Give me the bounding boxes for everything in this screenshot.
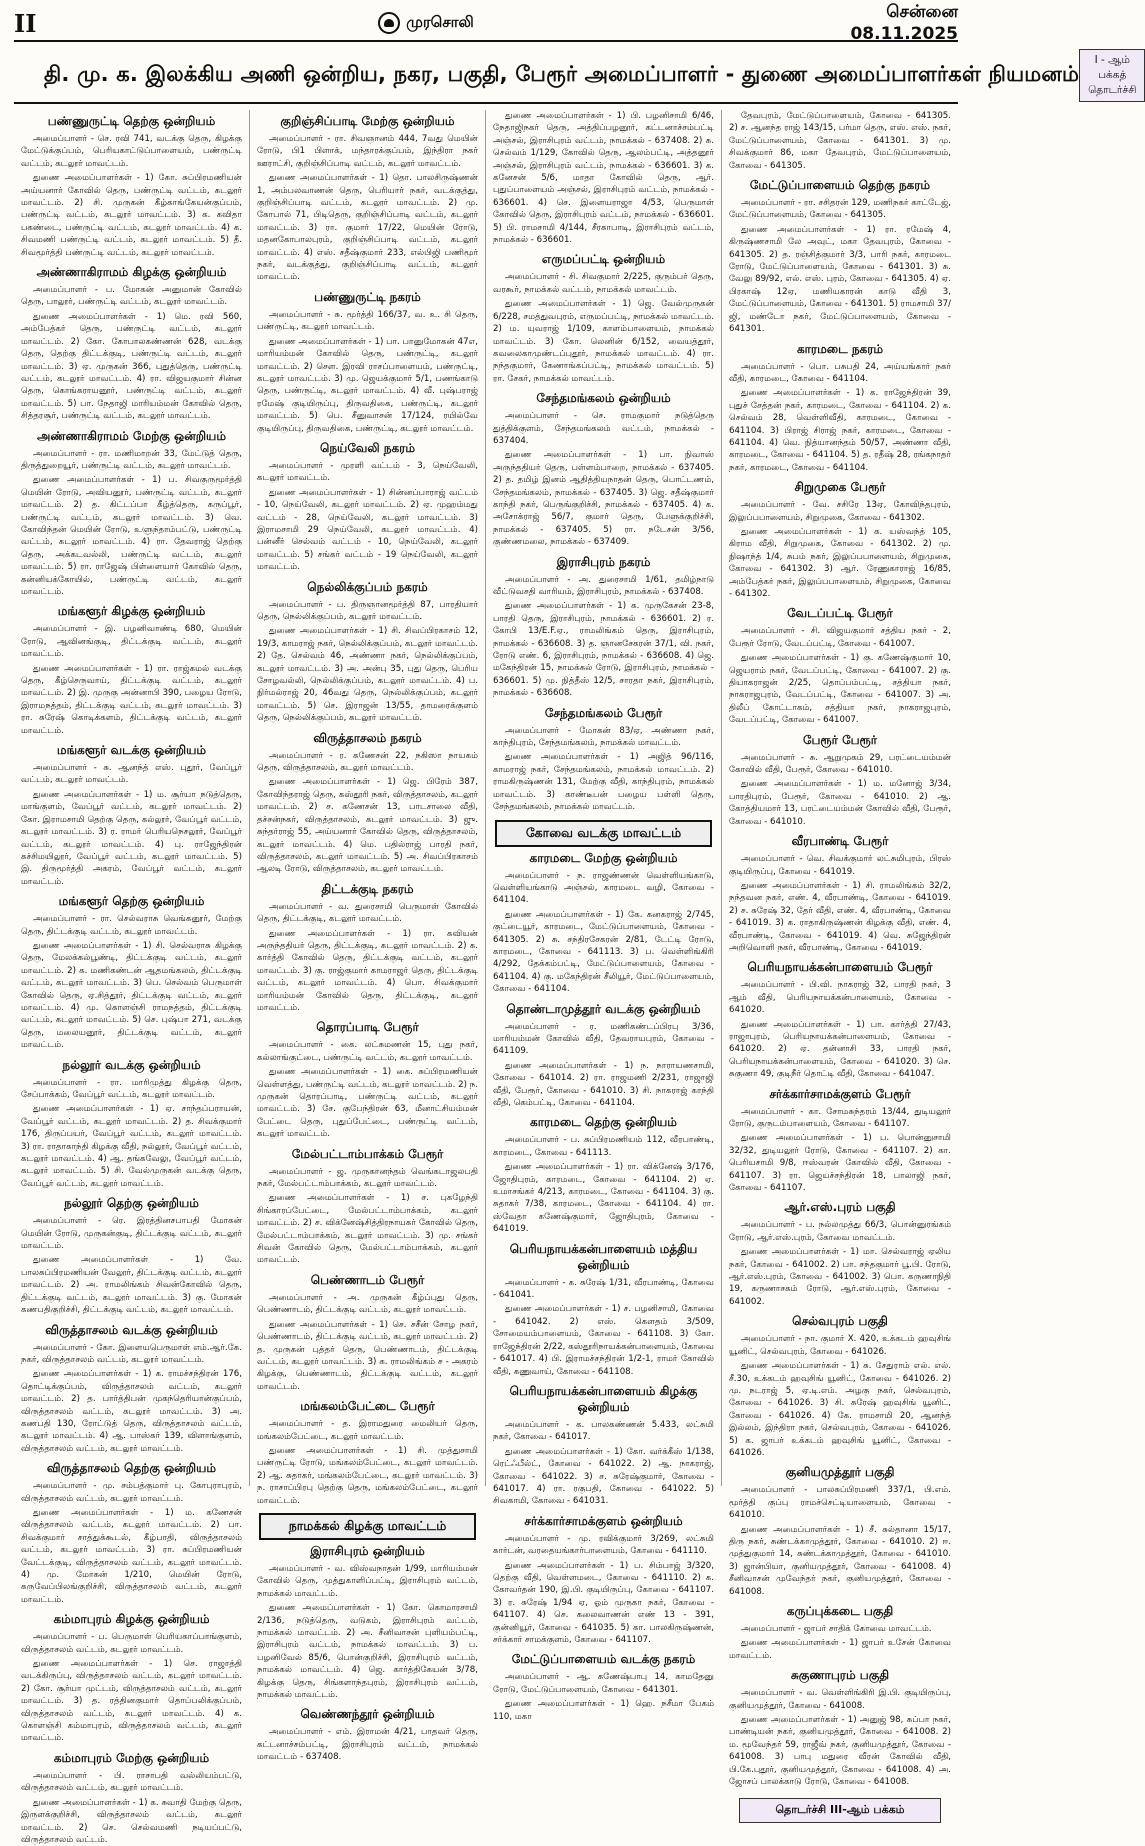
appointment-entry: அமைப்பாளர் - ரா. சசிதரன் 129, மணிநகர் காட்டேஜ், மேட்டுப்பாளையம், கோவை - 641305. — [729, 198, 951, 221]
section-title: இராசிபுரம் நகரம் — [556, 554, 651, 569]
appointment-entry: துணை அமைப்பாளர்கள் - 1) கே. கனகராஜ் 2/745, குட்டையூர், காரமடை, மேட்டுப்பாளையம், கோவை - 641305. 2) சு. சந்திரசேகரன் 2/81, டேட்டி ரோடு, காரமடை, கோவை - 641113. 3) ப. வெள்ளிங்கிரி 4/292, தேக்கம்பட்டி, மேட்டுப்பாளையம், கோவை - 641104. 4) கு. மகேந்திரன் சீலியூர், மேட்டுப்பாளையம், கோவை - 641104. — [493, 909, 714, 995]
appointment-entry: அமைப்பாளர் - வ. துரைசாமி பெருமாள் கோவில் தெரு, திட்டக்குடி, கடலூர் மாவட்டம். — [257, 901, 478, 925]
appointment-section — [257, 1399, 478, 1507]
section-title: கம்மாபுரம் கிழக்கு ஒன்றியம் — [53, 1612, 210, 1627]
appointment-entry: அமைப்பாளர் - பொ. பசுபதி 24, அய்யங்கார் நகர் வீதி, காரமடை, கோவை - 641104. — [729, 361, 951, 384]
appointment-entry: துணை அமைப்பாளர்கள் - 1) ச. பழனிசாமி, கோவை - 641042. 2) எஸ். கௌதம் 3/509, சோமையம்பாளையம், கோவை - 641108. 3) கோ. ராஜேந்திரன் 2/22, கஸ்தூரிநாயக்கன்பாளையம், கோவை - 641017. 4) பி. இராமச்சந்திரன் 1/2-1, ராமர் கோவில் வீதி, கணுவாய், கோவை - 641108. — [493, 1304, 714, 1377]
appointment-entry: துணை அமைப்பாளர்கள் - 1) வே. பாலசுப்பிரமணியன் வேலூர், திட்டக்குடி வட்டம், கடலூர் மாவட்டம். 2) அ. ராமலிங்கம் சிவன்கோவில் தெரு, திட்டக்குடி வட்டம், கடலூர் மாவட்டம். 3) கு. மோகன் கணபதிகுறிச்சி, திட்டக்குடி வட்டம், கடலூர் மாவட்டம். — [21, 1255, 242, 1316]
appointment-entry: துணை அமைப்பாளர்கள் - 1) ஹெ. நசீமா பேகம் 110, மகா — [493, 1699, 714, 1722]
section-title: மேல்பட்டாம்பாக்கம் பேரூர் — [291, 1146, 444, 1161]
section-title: பெரியநாயக்கன்பாளையம் மத்திய ஒன்றியம் — [509, 1241, 698, 1272]
appointment-entry: அமைப்பாளர் - ஆ. கணேஷ்பாபு 14, காமதேனு ரோடு, மேட்டுப்பாளையம், கோவை - 641301. — [493, 1672, 714, 1695]
section-title: விருத்தாசலம் வடக்கு ஒன்றியம் — [45, 1322, 218, 1337]
paper-name-text: முரசொலி — [406, 13, 474, 31]
appointment-entry: அமைப்பாளர் - க. சுரேஷ் 1/31, வீரபாண்டி, கோவை - 641041. — [493, 1277, 714, 1301]
masthead — [14, 2, 958, 44]
rising-sun-logo-icon — [378, 12, 400, 34]
section-title: காரமடை மேற்கு ஒன்றியம் — [529, 850, 678, 865]
section-title: தொண்டாமுத்தூர் வடக்கு ஒன்றியம் — [506, 1001, 701, 1016]
appointment-entry: துணை அமைப்பாளர்கள் - 1) க. ராமச்சந்திரன் 176, தொட்டிக்குப்பம், விருத்தாசலம் வட்டம், கடலூர் மாவட்டம். 2) த. பார்த்திபன் முகந்தெரியான்குப்பம், விருத்தாசலம் வட்டம், கடலூர் மாவட்டம். 3) அ. கணபதி 130, ரோட்டுத் தெரு, விருத்தாசலம் வட்டம், கடலூர் மாவட்டம். 4) ஆ. பாஸ்கர் 139, விளாங்குளம், விருத்தாசலம் வட்டம், கடலூர் மாவட்டம். — [21, 1369, 242, 1454]
appointment-entry: அமைப்பாளர் - அ. துரைசாமி 1/61, தமிழ்நாடு வீட்டுவசதி வாரியம், இராசிபுரம், நாமக்கல் - 637408. — [493, 574, 714, 597]
appointment-entry: அமைப்பாளர் - கை. லட்சுமணன் 15, புது நகர், கல்லாங்குட்டை, பண்ருட்டி வட்டம், கடலூர் மாவட்டம். — [257, 1040, 478, 1063]
appointment-entry: துணை அமைப்பாளர்கள் - 1) ம. மனோஜ் 3/34, பாரதிபுரம், பேரூர், கோவை - 641010. 2) ஆ. கோத்தியமார் 13, பரட்டையம்மன் கோவில் வீதி, பேரூர், கோவை - 641010. — [729, 779, 951, 827]
appointment-section — [21, 1058, 242, 1191]
appointment-section — [21, 1612, 242, 1745]
section-title: நெல்லிக்குப்பம் நகரம் — [307, 579, 428, 594]
appointment-section — [493, 1002, 714, 1110]
appointment-section — [493, 110, 714, 246]
appointment-entry: துணை அமைப்பாளர்கள் - 1) ரா. ராஜ்கமல் வடக்கு தெரு, கீழ்செருவாய், திட்டக்குடி வட்டம், கடலூர் மாவட்டம். 2) இ. முருகு அன்னாபி 390, பழைய ரோடு, இராமநத்தம், திட்டக்குடி வட்டம், கடலூர் மாவட்டம். 3) ரா. சுரேஷ் கொடிக்களம், திட்டக்குடி வட்டம், கடலூர் மாவட்டம். — [21, 663, 242, 736]
appointment-entry: அமைப்பாளர் - முரளி வட்டம் - 3, நெய்வேலி, கடலூர் மாவட்டம். — [257, 460, 478, 484]
appointment-section — [21, 1323, 242, 1456]
appointment-entry: துணை அமைப்பாளர்கள் - 1) சி. ராமலிங்கம் 32/2, நந்தவன நகர், எண். 4, வீரபாண்டி, கோவை - 641019. 2) ச. சுரேஷ் 32, தேர் வீதி, எண். 4, வீரபாண்டி, கோவை - 641019. 3) க. ராதாகிருஷ்ணன் கிழக்கு வீதி, எண். 4, வீரபாண்டி, கோவை - 641019. 4) வெ. சுஜேந்திரன் அறிவொளி நகர், வீரபாண்டி, கோவை - 641019. — [729, 880, 951, 953]
appointment-entry: அமைப்பாளர் - மு. ரவிக்குமார் 3/269, லட்சுமி கார்டன், வரதையங்கார்பாளையம், கோவை - 641110. — [493, 1533, 714, 1557]
appointment-entry: துணை அமைப்பாளர்கள் - 1) பா. கார்த்தி 27/43, ராஜாபுரம், பெரியநாயக்கன்பாளையம், கோவை - 641020. 2) ஏ. தன்னாசி 33, பாரதி நகர், பெரியநாயக்கன்பாளையம், கோவை - 641020. 3) செ. சுகுணா 49, குடிநீர் தொட்டி வீதி, கோவை - 641047. — [729, 1019, 951, 1080]
appointment-section — [21, 894, 242, 1051]
appointment-entry: துணை அமைப்பாளர்கள் - 1) பா. பானுமோகன் 47எ, மாரியம்மன் கோவில் தெரு, பண்ருட்டி, கடலூர் மாவட்டம். 2) சௌ. இரவி ராசப்பாளையம், பண்ருட்டி, கடலூர் மாவட்டம். 3) மு. ஜெயக்குமார் 5/1, பணங்காடு தெரு, பண்ருட்டி, கடலூர் மாவட்டம். 4) வீ. புஷ்பராஜ் ரமேஷ் குடியிருப்பு, திருவதிகை, பண்ருட்டி, கடலூர் மாவட்டம். 5) பெ. சீனுவாசன் 17/124, ரயில்வே குடியிருப்பு, திருவதிகை, பண்ருட்டி, கடலூர் மாவட்டம். — [257, 336, 478, 434]
appointment-entry: அமைப்பாளர் - ஜ. முருகானந்தம் வெங்கடாஜலபதி நகர், மேல்பட்டாம்பாக்கம், கடலூர் மாவட்டம். — [257, 1166, 478, 1190]
appointment-section — [729, 178, 951, 335]
section-title: எருமப்பட்டி ஒன்றியம் — [541, 252, 666, 267]
appointment-section — [257, 1707, 478, 1763]
section-title: பண்ணுருட்டி தெற்கு ஒன்றியம் — [47, 114, 216, 128]
section-title: மங்கலம்பேட்டை பேரூர் — [300, 1399, 435, 1414]
appointment-entry: துணை அமைப்பாளர்கள் - 1) ரா. விக்னேஷ் 3/176, ஜோதிபுரம், காரமடை, கோவை - 641104. 2) ஏ. உமாசங்கர் 4/213, காரமடை, கோவை - 641104. 3) கு. சுதாகர் 7/38, காரமடை, கோவை - 641104. 4) ரா. ஸ்வேதா கணேஷ்குமார், ஜோதிபுரம், கோவை - 641019. — [493, 1162, 714, 1235]
column-4 — [722, 110, 958, 1817]
section-title: கருப்புக்கடை பகுதி — [786, 1604, 894, 1618]
section-title: சேந்தமங்கலம் பேரூர் — [544, 705, 663, 720]
appointment-section — [257, 1544, 478, 1701]
appointment-section — [729, 1604, 951, 1662]
appointment-entry: துணை அமைப்பாளர்கள் - 1) கை. சுப்பிரமணியன் வெள்ளத்து, பண்ருட்டி வட்டம், கடலூர் மாவட்டம். 2) ந. முருகன் தொரப்பாடி, பண்ருட்டி வட்டம், கடலூர் மாவட்டம். 3) சே. குபேந்திரன் 63, மீனாட்சியம்மன் பேட்டை தெரு, புதுப்பேட்டை, பண்ருட்டி வட்டம், கடலூர் மாவட்டம். — [257, 1067, 478, 1140]
appointment-entry: அமைப்பாளர் - ரா. மணிமாறன் 33, மேட்டுத் தெரு, திருத்துறையூர், பண்ருட்டி வட்டம், கடலூர் மாவட்டம். — [21, 448, 242, 471]
appointment-entry: அமைப்பாளர் - வே. சசிரே 13ஏ, கோவிந்தபுரம், இலுப்பபாளையம், சிறுமுகை, கோவை - 641302. — [729, 500, 951, 523]
section-title: வேடப்பட்டி பேரூர் — [787, 606, 893, 621]
appointment-entry: அமைப்பாளர் - செ. ராமகுமார் நடுத்தெரு துத்திக்குளம், சேந்தமங்கலம் வட்டம், நாமக்கல் - 637404. — [493, 411, 714, 446]
appointment-section — [21, 114, 242, 259]
appointment-entry: துணை அமைப்பாளர்கள் - 1) க. சுவாதி மேற்கு தெரு, இருளக்குறிச்சி, விருத்தாசலம் வட்டம், கடலூர் மாவட்டம். 2) செ. செல்வமணி நடியப்பட்டு, விருத்தாசலம் வட்டம். — [21, 1797, 242, 1845]
appointment-section — [729, 1314, 951, 1459]
appointment-section — [257, 1020, 478, 1140]
appointment-entry: துணை அமைப்பாளர்கள் - 1) ந. நாராயணசாமி, கோவை - 641014. 2) ரா. ராஜமணி 2/231, ராஜாஜி வீதி, பேரூர், கோவை - 641010. 3) சி. நாகராஜ் காந்தி வீதி, கெம்பட்டி, கோவை - 641104. — [493, 1060, 714, 1108]
appointment-section — [21, 1751, 242, 1846]
appointment-entry: துணை அமைப்பாளர்கள் - 1) ரா. கவியன் அருந்ததியர் தெரு, திட்டக்குடி, கடலூர் மாவட்டம். 2) க. கார்த்தி கோவில் தெரு, திட்டக்குடி வட்டம், கடலூர் மாவட்டம். 3) கு. ராஜ்குமார் காமராஜர் தெரு, திட்டக்குடி வட்டம், கடலூர் மாவட்டம். 4) பொ. சிவக்குமார் மாரியம்மன் கோவில் தெரு, திட்டக்குடி, கடலூர் மாவட்டம். — [257, 928, 478, 1013]
appointment-entry: அமைப்பாளர் - சு. மூர்த்தி 166/37, வ. உ. சி தெரு, பண்ருட்டி, கடலூர் மாவட்டம். — [257, 309, 478, 333]
appointment-entry: அமைப்பாளர் - ந. ராஜண்ணன் வெள்ளியங்காடு, வெள்ளியங்காடு அஞ்சல், காரமடை வழி, கோவை - 641104. — [493, 870, 714, 906]
section-title: திட்டக்குடி நகரம் — [321, 881, 414, 896]
appointment-entry: அமைப்பாளர் - பி.வி. நாகராஜ் 32, பாரதி நகர், 3 ஆம் வீதி, பெரியநாயக்கன்பாளையம், கோவை - 641020. — [729, 980, 951, 1016]
section-title: அண்ணாகிராமம் மேற்கு ஒன்றியம் — [36, 428, 226, 443]
appointment-section — [729, 110, 951, 172]
section-title: பெரியநாயக்கன்பாளையம் பேரூர் — [747, 960, 933, 975]
appointment-section — [493, 1242, 714, 1378]
appointment-entry: துணை அமைப்பாளர்கள் - 1) க. முருகேசன் 23-8, பாரதி தெரு, இராசிபுரம், நாமக்கல் - 636601. 2) ர. கோபி 13/E.F.ஏ., ராமலிங்கம் தெரு, இராசிபுரம், நாமக்கல் - 636608. 3) த. ஞானசேகரன் 37/1, வி. நகர், ரோடு எண். 6, இராசிபுரம், நாமக்கல் - 636608. 4) ஜெ. மகேந்திரன் 15, நாமக்கல் ரோடு, இராசிபுரம், நாமக்கல் - 636601. 5) மு. நித்தீஸ் 12/5, சாரதா நகர், இராசிபுரம், நாமக்கல் - 636608. — [493, 601, 714, 699]
section-title: பண்ணுருட்டி நகரம் — [314, 289, 421, 304]
appointment-entry: அமைப்பாளர் - ரா. சிவஞானம் 444, 7வது மெயின் ரோடு, பி1 பிளாக், மந்தாரக்குப்பம், இந்திரா நகர் ஊராட்சி, குறிஞ்சிப்பாடி வட்டம், கடலூர் மாவட்டம். — [257, 134, 478, 169]
section-title: சுகுணாபுரம் பகுதி — [790, 1668, 890, 1683]
appointment-entry: அமைப்பாளர் - சி. விஜயகுமார் சத்திய நகர் - 2, பேரூர் ரோடு, வேடப்பட்டி, கோவை - 641007. — [729, 626, 951, 649]
section-title: அண்ணாகிராமம் கிழக்கு ஒன்றியம் — [36, 265, 227, 280]
appointment-entry: துணை அமைப்பாளர்கள் - 1) செ. ராஜாத்தி வடக்கிருப்பு, விருத்தாசலம் வட்டம், கடலூர் மாவட்டம். 2) கோ. சூர்யா முட்டம், விருத்தாசலம் வட்டம், கடலூர் மாவட்டம். 3) த. ரத்தினகுமார் தொப்பலிக்குப்பம், விருத்தாசலம் வட்டம், கடலூர் மாவட்டம். 4) க. கொளஞ்சி கம்மாபுரம், விருத்தாசலம் வட்டம், கடலூர் மாவட்டம். — [21, 1659, 242, 1744]
appointment-entry: அமைப்பாளர் - வெ. சிவக்குமார் லட்சுமிபுரம், பிரஸ் குடியிருப்பு, கோவை - 641019. — [729, 854, 951, 877]
appointment-entry: அமைப்பாளர் - சு. ஆனந்த் எஸ். புதூர், வேப்பூர் வட்டம், கடலூர் மாவட்டம். — [21, 763, 242, 786]
appointment-entry: அமைப்பாளர் - நா. குமார் X. 420, உக்கடம் ஹவுசிங் யூனிட், செல்வபுரம், கோவை - 641026. — [729, 1334, 951, 1357]
appointment-section — [729, 1668, 951, 1788]
appointment-section — [257, 1147, 478, 1267]
section-title: காரமடை தெற்கு ஒன்றியம் — [530, 1115, 677, 1130]
appointment-entry: துணை அமைப்பாளர்கள் - 1) ச. புகழேந்தி சிங்காரப்பேட்டை, மேல்பட்டாம்பாக்கம், கடலூர் மாவட்டம். 2) ச. விக்னேஷ்சித்திரநாயகர் கோவில் தெரு, மேல்பட்டாம்பாக்கம், கடலூர் மாவட்டம். 3) மு. சங்கர் சிவன் கோவில் தெரு, மேல்பட்டாம்பாக்கம், கடலூர் மாவட்டம். — [257, 1193, 478, 1266]
appointment-entry: அமைப்பாளர் - ர. மணிகண்டப்பிரபு 3/36, மாரியம்மன் கோவில் வீதி, தேவராயபுரம், கோவை - 641109. — [493, 1021, 714, 1057]
appointment-entry: துணை அமைப்பாளர்கள் - 1) ஏ. சாந்தப்பராயன், வேப்பூர் வட்டம், கடலூர் மாவட்டம். 2) த. சிவக்குமார் 176, திருப்பயர், வேப்பூர் வட்டம், கடலூர் மாவட்டம். 3) ரா. ராதாகாந்தி கிழக்கு வீதி, நல்லூர், வேப்பூர் வட்டம், கடலூர் மாவட்டம். 4) ஆ. தங்கவேலு, வேப்பூர் வட்டம், கடலூர் மாவட்டம். 5) சி. வேல்முருகன் வடக்கு தெரு, வேப்பூர் வட்டம், கடலூர் மாவட்டம். — [21, 1104, 242, 1189]
appointment-entry: துணை அமைப்பாளர்கள் - 1) ஜெ. வேல்முருகன் 6/228, சமத்துவபுரம், எருமப்பட்டி, நாமக்கல் மாவட்டம். 2) ம. யுவராஜ் 1/109, காளம்பாளையம், நாமக்கல் மாவட்டம். 3) கோ. லெனின் 6/152, வையத்தூர், கவலைகாமுண்டப்புதூர், நாமக்கல் மாவட்டம். 4) ரா. நந்தகுமார், கேணாங்கப்பட்டி, நாமக்கல் மாவட்டம். 5) ரா. சேகர், நாமக்கல் மாவட்டம். — [493, 299, 714, 384]
section-title: மேட்டுப்பாளையம் வடக்கு நகரம் — [511, 1652, 696, 1667]
section-title: நெய்வேலி நகரம் — [320, 440, 415, 455]
appointment-section — [493, 1384, 714, 1508]
appointment-entry: துணை அமைப்பாளர்கள் - 1) அனுஜ் 98, சுப்பா நகர், பாண்டியன் நகர், குனியமுத்தூர், கோவை - 641008. 2) ம. மூவேந்தர் 59, ராஜீவ் நகர், குனியமுத்தூர், கோவை - 641008. 3) பாபு மதுரை வீரன் கோவில் வீதி, பி.கே.புதூர், குனியமுத்தூர், கோவை - 641008. 4) அ. ஜோசப் பாலக்காடு ரோடு, கோவை - 641008. — [729, 1715, 951, 1788]
page-number: II — [14, 8, 37, 38]
section-title: குறிஞ்சிப்பாடி மேற்கு ஒன்றியம் — [280, 114, 455, 128]
appointment-entry: அமைப்பாளர் - ப. பெருமாள் பெரியகாப்பாங்குளம், விருத்தாசலம் வட்டம், கடலூர் மாவட்டம். — [21, 1632, 242, 1655]
section-title: மங்களூர் தெற்கு ஒன்றியம் — [58, 894, 205, 909]
appointment-entry: துணை அமைப்பாளர்கள் - 1) க. ராஜேந்திரன் 39, புதுச் சேத்தன் நகர், காரமடை, கோவை - 641104. 2) க. செல்வம் 28, வெள்ளிவீதி, காரமடை, கோவை - 641104. 3) பிராஜ் சிராஜ் நகர், காரமடை, கோவை - 641104. 4) வெ. நித்யானந்தம் 50/57, அண்ணா வீதி, காரமடை, கோவை - 641104. 5) த. ரதீஷ் 28, ரங்கநாதர் நகர், காரமடை, கோவை - 641104. — [729, 388, 951, 473]
appointment-entry: அமைப்பாளர் - ரெ. இரத்தினசபாபதி மோகன் மெயின் ரோடு, முருகன்குடி, திட்டக்குடி வட்டம், கடலூர் மாவட்டம். — [21, 1216, 242, 1252]
section-title: விருத்தாசலம் தெற்கு ஒன்றியம் — [46, 1461, 217, 1476]
appointment-section — [729, 834, 951, 954]
appointment-entry: துணை அமைப்பாளர்கள் - 1) கோ. கொமாரசாமி 2/136, நடுத்தெரு, வடுகம், இராசிபுரம் வட்டம், நாமக்கல் மாவட்டம். 2) அ. சீனிவாசன் புளியம்பட்டி, இராசிபுரம் வட்டம், நாமக்கல் மாவட்டம். 3) ப. பழனிவேல் 85/6, பொன்குறிச்சி, இராசிபுரம் வட்டம், நாமக்கல் மாவட்டம். 4) ஜெ. கார்த்திகேயன் 3/78, கிழக்கு தெரு, சிங்களாந்தபுரம், இராசிபுரம் வட்டம், நாமக்கல் மாவட்டம். — [257, 1603, 478, 1701]
section-title: இராசிபுரம் ஒன்றியம் — [310, 1543, 425, 1558]
appointment-entry: துணை அமைப்பாளர்கள் - 1) ரா. ரமேஷ் 4, கிருஷ்ணசாமி லே அவுட், மகா தேவபுரம், கோவை - 641305. 2) த. ரஞ்சித்குமார் 3/3, பாரி நகர், காரமடை ரோடு, மேட்டுப்பாளையம், கோவை - 641301. 3) சு. வேலு 89/92, எல். எஸ். புரம், கோவை - 641305. 4) ஏ. பிரகாஷ் 12ஏ, மணியகாரன் காடு வீதி 3, மேட்டுப்பாளையம், கோவை - 641301. 5) ராமசாமி 37/ஜி, மண்டோ நகர், மேட்டுப்பாளையம், கோவை - 641301. — [729, 224, 951, 335]
section-title: பேரூர் பேரூர் — [802, 732, 878, 747]
section-title: பெண்ணாடம் பேரூர் — [310, 1272, 425, 1287]
appointment-entry: துணை அமைப்பாளர்கள் - 1) சி. செல்வராசு கிழக்கு தெரு, மேலக்கல்பூண்டி, திட்டக்குடி வட்டம், கடலூர் மாவட்டம். 2) க. மணிகண்டன் ஆதமங்கலம், திட்டக்குடி வட்டம், கடலூர் மாவட்டம். 3) பெ. செல்வம் பெருமாள் கோவில் தெரு, ஏ.சித்தூர், திட்டக்குடி வட்டம், கடலூர் மாவட்டம். 4) மு. கொளஞ்சி ராமநத்தம், திட்டக்குடி வட்டம், கடலூர் மாவட்டம். 5) செ. புஷ்பா 271, வடக்கு தெரு, மலையனூர், திட்டக்குடி வட்டம், கடலூர் மாவட்டம். — [21, 940, 242, 1051]
appointment-section — [257, 1273, 478, 1393]
section-title: பெரியநாயக்கன்பாளையம் கிழக்கு ஒன்றியம் — [509, 1383, 698, 1414]
appointment-entry: அமைப்பாளர் - ப. நல்லமுத்து 66/3, பொன்னுரங்கம் ரோடு, ஆர்.எஸ்.புரம், கோவை மாவட்டம். — [729, 1220, 951, 1243]
appointment-entry: துணை அமைப்பாளர்கள் - 1) தொ. பாலசிருஷ்ணன் 1, அம்பலவாணன் தெரு, பெரியார் நகர், வடக்குத்து, குறிஞ்சிப்பாடி வட்டம், கடலூர் மாவட்டம். 2) மு. கோபால் 71, பிடிதெரு, குறிஞ்சிப்பாடி வட்டம், கடலூர் மாவட்டம். 3) ரா. குமார் 17/22, மெயின் ரோடு, மதனகோபாலபுரம், குறிஞ்சிப்பாடி வட்டம், கடலூர் மாவட்டம். 4) எஸ். சதீஷ்குமார் 233, எல்பிஜி பணிமூர் நகர், வடக்குத்து, குறிஞ்சிப்பாடி வட்டம், கடலூர் மாவட்டம். — [257, 173, 478, 283]
appointment-entry: அமைப்பாளர் - எம். இராமன் 4/21, பாதவர் தெரு, கட்டனாச்சம்பட்டி, இராசிபுரம் வட்டம், நாமக்கல் மாவட்டம் - 637408. — [257, 1727, 478, 1763]
section-title: மேட்டுப்பாளையம் தெற்கு நகரம் — [749, 178, 931, 193]
appointment-section — [729, 1200, 951, 1308]
appointment-entry: அமைப்பாளர் - ஜாபர் சாதிக் கோவை மாவட்டம். — [741, 1624, 932, 1634]
appointment-section — [493, 1115, 714, 1235]
appointment-section — [257, 114, 478, 284]
appointment-entry: அமைப்பாளர் - வ. விஸ்வநாதன் 1/99, மாரியம்மன் கோவில் தெரு, முத்துகாளிப்பட்டி, இராசிபுரம் வட்டம், நாமக்கல் மாவட்டம். — [257, 1563, 478, 1599]
appointment-section — [729, 733, 951, 828]
appointment-section — [21, 1461, 242, 1606]
appointment-section — [257, 731, 478, 876]
appointment-entry: அமைப்பாளர் - ரா. செல்வராசு வெங்கனூர், மேற்கு தெரு, திட்டக்குடி வட்டம், கடலூர் மாவட்டம். — [21, 914, 242, 937]
appointment-entry: துணை அமைப்பாளர்கள் - 1) மெ. ரவி 560, அம்பேத்கர் தெரு, பண்ருட்டி வட்டம், கடலூர் மாவட்டம். 2) கோ. கோபாலகண்ணன் 628, வடக்கு தெரு, தெற்கு திட்டக்குடி, பண்ருட்டி வட்டம், கடலூர் மாவட்டம். 3) ஏ. முருகன் 366, புதுத்தெரு, பண்ருட்டி வட்டம், கடலூர் மாவட்டம். 4) ரா. விஜயகுமார் சின்ன தெரு, கொங்கராயனூர், பண்ருட்டி வட்டம், கடலூர் மாவட்டம். 5) பா. நேதாஜி மாரியம்மன் கோவில் தெரு, சித்தரசூர், பண்ருட்டி வட்டம், கடலூர் மாவட்டம். — [21, 311, 242, 422]
section-title: வீரபாண்டி பேரூர் — [791, 834, 889, 849]
appointment-section — [493, 1652, 714, 1723]
appointment-entry: துணை அமைப்பாளர்கள் - 1) சின்னப்பாராஜ் வட்டம் - 10, நெய்வேலி, கடலூர் மாவட்டம். 2) ஏ. முஹம்மது வட்டம் - 28, நெய்வேலி, கடலூர் மாவட்டம். 3) இராமசாமி 29 நெய்வேலி, கடலூர் மாவட்டம். 4) பன்னீர் செல்வம் வட்டம் - 10, நெய்வேலி, கடலூர் மாவட்டம். 5) சங்கர் வட்டம் - 19 நெய்வேலி, கடலூர் மாவட்டம். — [257, 487, 478, 573]
continued-on-note: தொடர்ச்சி III-ஆம் பக்கம் — [739, 1798, 941, 1823]
appointment-section — [729, 606, 951, 726]
appointment-entry: அமைப்பாளர் - அ. முருகன் கீழ்ப்புது தெரு, பெண்ணாடம், திட்டக்குடி வட்டம், கடலூர் மாவட்டம். — [257, 1292, 478, 1316]
appointment-section — [493, 706, 714, 814]
section-title: வெண்ணந்தூர் ஒன்றியம் — [300, 1707, 435, 1722]
column-2 — [250, 110, 486, 1763]
section-title: தொரப்பாடி பேரூர் — [316, 1020, 419, 1035]
appointment-section — [21, 429, 242, 599]
column-3 — [486, 110, 722, 1722]
appointment-entry: அமைப்பாளர் - மு. சம்பத்குமார் பு. கோபுராபுரம், விருத்தாசலம் வட்டம், கடலூர் மாவட்டம். — [21, 1481, 242, 1504]
appointment-entry: அமைப்பாளர் - இ. பழனிவாண்டி 680, மெயின் ரோடு, ஆவினங்குடி, திட்டக்குடி வட்டம், கடலூர் மாவட்டம். — [21, 624, 242, 660]
section-title: சர்க்கார்சாமக்குளம் ஒன்றியம் — [524, 1513, 683, 1528]
section-title: நல்லூர் வடக்கு ஒன்றியம் — [62, 1057, 201, 1072]
appointment-section — [729, 960, 951, 1080]
section-title: விருத்தாசலம் நகரம் — [313, 730, 422, 745]
appointment-section — [493, 1514, 714, 1647]
appointment-entry: அமைப்பாளர் - ப. திருஞானமூர்த்தி 87, பாரதியார் தெரு, நெல்லிக்குப்பம், கடலூர் மாவட்டம். — [257, 599, 478, 622]
appointment-section — [729, 480, 951, 600]
appointment-section — [257, 290, 478, 435]
section-title: ஆர்.எஸ்.புரம் பகுதி — [784, 1200, 896, 1215]
appointment-entry: துணை அமைப்பாளர்கள் - 1) கோ. வர்க்கீஸ் 1/138, ரெட்ஃபீல்ட், கோவை - 641022. 2) ஆ. நாகராஜ், கோவை - 641022. 3) ச. சுரேஷ்குமார், கோவை - 641017. 4) ரா. ரகுபதி, கோவை - 641022. 5) சிவகாமி, கோவை - 641031. — [493, 1446, 714, 1507]
headline-band — [14, 48, 1137, 104]
appointment-entry: துணை அமைப்பாளர்கள் - 1) சி. முத்துசாமி பண்ருட்டி ரோடு, மங்கலம்பேட்டை, கடலூர் மாவட்டம். 2) ஆ. சுதாகர், மங்கலம்பேட்டை, கடலூர் மாவட்டம். 3) ந. ராசாப்பிரபு தெற்கு தெரு, மங்கலம்பேட்டை, கடலூர் மாவட்டம். — [257, 1445, 478, 1506]
appointment-entry: அமைப்பாளர் - ர. கணேசன் 22, நகிஸா நாயகம் தெரு, விருத்தாசலம், கடலூர் மாவட்டம். — [257, 750, 478, 774]
continuation-note: I - ஆம் பக்கத் தொடர்ச்சி — [1079, 49, 1145, 102]
appointment-entry: துணை அமைப்பாளர்கள் - 1) ஜெ. பிரேம் 387, கோவிந்தராஜ் தெரு, கஸ்தூரி நகர், விருத்தாசலம், கடலூர் மாவட்டம். 2) ச. கணேசன் 13, பாடசாலை வீதி, தச்சன்நகர், விருத்தாசலம், கடலூர் மாவட்டம். 3) ஜு. சுந்தர்ராஜ் 55, அய்யனார் கோவில் தெரு, விருத்தாசலம், கடலூர் மாவட்டம். 4) மெ. பதில்ராஜ் பாரதி நகர், விருத்தாசலம், கடலூர் மாவட்டம். 5) அ. சிவப்பிரகாசம் ஆலடி ரோடு, விருத்தாசலம், கடலூர் மாவட்டம். — [257, 777, 478, 875]
headline: தி. மு. க. இலக்கிய அணி ஒன்றிய, நகர, பகுதி, பேரூர் அமைப்பாளர் - துணை அமைப்பாளர்கள் நியமனம் — [44, 61, 1080, 86]
appointment-section — [21, 1196, 242, 1316]
appointment-section — [493, 391, 714, 548]
district-heading: கோவை வடக்கு மாவட்டம் — [495, 820, 712, 847]
appointment-entry: அமைப்பாளர் - வ. வெள்ளிங்கிரி இ.பி. குடியிருப்பு, குனியமுத்தூர், கோவை - 641008. — [729, 1688, 951, 1711]
appointment-entry: அமைப்பாளர் - ரா. மாரிமுத்து கிழக்கு தெரு, சேப்பாக்கம், வேப்பூர் வட்டம், கடலூர் மாவட்டம். — [21, 1077, 242, 1100]
appointment-entry: துணை அமைப்பாளர்கள் - 1) சீ. சுல்தானா 15/17, திரு நகர், சுண்டக்காமுத்தூர், கோவை - 641010. 2) ஈ. முத்துகுமார் 14, சுண்டக்காமுத்தூர், கோவை - 641010. 3) ஜான்பியா, குனியமுத்தூர், கோவை - 641008. 4) சீனிவாசன் முவேந்தர் நகர், குனியமுத்தூர், கோவை - 641008. — [729, 1524, 951, 1597]
article-columns — [14, 110, 958, 1845]
appointment-entry: அமைப்பாளர் - க. பாலகண்ணன் 5.433, லட்சுமி நகர், கோவை - 641017. — [493, 1419, 714, 1443]
appointment-entry: துணை அமைப்பாளர்கள் - 1) செ. சசீன் சோழ நகர், பெண்ணாடம், திட்டக்குடி வட்டம், கடலூர் மாவட்டம். 2) த. முருகன் புத்தர் தெரு, பெண்ணாடம், திட்டக்குடி வட்டம், கடலூர் மாவட்டம். 3) க. ராமலிங்கம் ச - அகரம் கிழக்கு, பெண்ணாடம், திட்டக்குடி வட்டம், கடலூர் மாவட்டம். — [257, 1319, 478, 1392]
appointment-section — [257, 441, 478, 574]
appointment-entry: அமைப்பாளர் - பாலசுப்பிரமணி 337/1, பி.எம். மூர்த்தி குப்பு ராமச்செட்டியாளையம், கோவை - 641010. — [729, 1485, 951, 1521]
appointment-entry: துணை அமைப்பாளர்கள் - 1) சி. சிவப்பிரகாசம் 12, 19/3, காமராஜ் நகர், நெல்லிக்குப்பம், கடலூர் மாவட்டம். 2) தே. செல்வம் 46, அண்ணா நகர், நெல்லிக்குப்பம், கடலூர் மாவட்டம். 3) அ. அன்பு 35, புது தெரு, பெரிய சோழவல்லி, நெல்லிக்குப்பம், கடலூர் மாவட்டம். 4) ப. நிர்மல்ராஜ் 20, 46வது தெரு, நெல்லிக்குப்பம், கடலூர் மாவட்டம். 5) செ. இராஜன் 13/55, தாமரைக்குளம் தெரு, நெல்லிக்குப்பம், கடலூர் மாவட்டம். — [257, 626, 478, 724]
appointment-section — [729, 1087, 951, 1195]
section-title: கம்மாபுரம் மேற்கு ஒன்றியம் — [53, 1750, 210, 1765]
appointment-entry: துணை அமைப்பாளர்கள் - 1) ப. பொன்னுசாமி 32/32, துடியலூர் ரோடு, கோவை - 641107. 2) கா. பெரியசாமி 9/8, ஈஸ்வரன் கோவில் வீதி, கோவை - 641107. 3) ரா. ஜெயச்சந்திரன் 18, பாலாஜி நகர், கோவை - 641107. — [729, 1133, 951, 1194]
dateline: சென்னை 08.11.2025 — [850, 2, 958, 44]
section-title: நல்லூர் தெற்கு ஒன்றியம் — [64, 1196, 199, 1211]
appointment-entry: துணை அமைப்பாளர்கள் - 1) அஜித் 96/116, காமராஜ் நகர், சேந்தமங்கலம், நாமக்கல் மாவட்டம். 2) ராமகிருஷ்ணன் 131, மேற்கு வீதி, காந்திபுரம், நாமக்கல் மாவட்டம். 3) காண்டீபன் பழைய பள்ளி தெரு, சேந்தமங்கலம், நாமக்கல் மாவட்டம். — [493, 752, 714, 813]
section-title: மங்களூர் வடக்கு ஒன்றியம் — [56, 743, 207, 758]
appointment-section — [21, 265, 242, 422]
appointment-entry: துணை அமைப்பாளர்கள் - 1) ப. சிம்பாஜ் 3/320, தெற்கு வீதி, வெள்ளமடை, கோவை - 641110. 2) க. கோவர்தன் 190, இ.பி. குடியிருப்பு, கோவை - 641107. 3) ர. சுரேஷ் 1/94 ஏ, ஓம் முருகா நகர், கோவை - 641107. 4) செ. கலைவாணன் எண் 13 - 391, குன்னியூர், கோவை - 641035. 5) கா. பாலகிருஷ்ணன், சர்க்கார் சாமக்குளம், கோவை - 641107. — [493, 1560, 714, 1645]
appointment-entry: அமைப்பாளர் - பி. ராசாபதி வல்லியம்பட்டு, விருத்தாசலம் வட்டம், கடலூர் மாவட்டம். — [21, 1770, 242, 1794]
paper-name — [378, 12, 474, 34]
appointment-entry: துணை அமைப்பாளர்கள் - 1) ஜாபர் உசேன் கோவை மாவட்டம். — [729, 1638, 951, 1661]
appointment-entry: துணை அமைப்பாளர்கள் - 1) சு. சேதுராம் எல். எல். சீ.30, உக்கடம் ஹவுசிங் யூனிட், கோவை - 641026. 2) மு. நடராஜ் 5, ஏ.டி.எம். அழகு நகர், செல்வபுரம், கோவை - 641026. 3) சி. சுரேஷ் ஹவுசிங் யூனிட், கோவை - 641026. 4) கே. ராமசாமி 20, ஆனந்த் இல்லம், இந்திரா நகர், செல்வபுரம், கோவை - 641026. 5) க. ஜாபர் உக்கடம் ஹவுசிங் யூனிட், கோவை - 641026. — [729, 1361, 951, 1458]
appointment-entry: துணை அமைப்பாளர்கள் - 1) ப. சிவகுருமூர்த்தி மெயின் ரோடு, அவியனூர், பண்ருட்டி வட்டம், கடலூர் மாவட்டம். 2) த. கிட்டப்பா கீழ்த்தெரு, கருப்பூர், பண்ருட்டி வட்டம், கடலூர் மாவட்டம். 3) வெ. கோவிந்தன் மெயின் ரோடு, உளுந்தாம்பட்டு, பண்ருட்டி வட்டம், கடலூர் மாவட்டம். 4) ரா. தேவராஜ் தெற்கு தெரு, அக்கடவல்லி, பண்ருட்டி வட்டம், கடலூர் மாவட்டம். 5) ரா. ராஜேஷ் பிள்ளையார் கோவில் தெரு, கன்னியக்கோயில், பண்ருட்டி வட்டம், கடலூர் மாவட்டம். — [21, 475, 242, 597]
district-heading: நாமக்கல் கிழக்கு மாவட்டம் — [259, 1513, 476, 1540]
appointment-entry: துணை அமைப்பாளர்கள் - 1) ம. கணேசன் விருத்தாசலம் வட்டம், கடலூர் மாவட்டம். 2) பா. சிவக்குமார் சாத்துக்கூடல், கீழ்பாதி, விருத்தாசலம் வட்டம், கடலூர் மாவட்டம். 3) ரா. சுப்பிரமணியன் வேட்டக்குடி, விருத்தாசலம் வட்டம், கடலூர் மாவட்டம். 4) மு. மோகன் 1/210, மெயின் ரோடு, கருவேப்பிலங்குறிச்சி, விருத்தாசலம் வட்டம், கடலூர் மாவட்டம். — [21, 1507, 242, 1605]
section-title: சர்க்கார்சாமக்குளம் பேரூர் — [769, 1086, 911, 1101]
appointment-section — [493, 851, 714, 996]
appointment-entry: துணை அமைப்பாளர்கள் - 1) பா. நிவாஸ் அருந்ததியர் தெரு, பள்ளம்பாறை, நாமக்கல் - 637405. 2) த. தமிழ் இனம் ஆதித்தியநாதன் தெரு, பொட்டணம், சேந்தமங்கலம், நாமக்கல் - 637405. 3) ஜெ. சதீஷ்குமார் காந்தி நகர், பெருங்குறிச்சி, நாமக்கல் - 637405. 4) க. அசோக்ராஜ் 56/7, குமார் தெரு, பேளுக்குறிச்சி, நாமக்கல் - 637405. 5) ரா. நடேசன் 3/56, குண்ணமலை, நாமக்கல் - 637409. — [493, 450, 714, 548]
section-title: சேந்தமங்கலம் ஒன்றியம் — [536, 391, 671, 406]
appointment-entry: அமைப்பாளர் - கா. சோமசுந்தரம் 13/44, துடியலூர் ரோடு, குருடம்பாளையம், கோவை - 641107. — [729, 1106, 951, 1129]
appointment-entry: அமைப்பாளர் - சி. சிவகுமார் 2/225, குரும்பர் தெரு, வரகூர், நாமக்கல் வட்டம், நாமக்கல் மாவட்டம். — [493, 272, 714, 295]
section-title: குனியமுத்தூர் பகுதி — [785, 1465, 895, 1480]
appointment-entry: துணை அமைப்பாளர்கள் - 1) பி. பழனிசாமி 6/46, நேதாஜிநகர் தெரு, அத்திப்பழனூர், கட்டனாச்சம்பட்டி அஞ்சல், இராசிபுரம் வட்டம், நாமக்கல் - 637408. 2) சு. செல்வம் 1/129, கோவில் தெரு, ஆலம்பட்டி, அத்தனூர் அஞ்சல், இராசிபுரம் வட்டம், நாமக்கல் - 636601. 3) க. கனேசன் 5/6, மாதா கோவில் தெரு, ஆர். புதுப்பாளையம் அஞ்சல், இராசிபுரம் வட்டம், நாமக்கல் - 636601. 4) செ. இளையராஜா 4/53, பெருமாள் கோவில் தெரு, இராசிபுரம் வட்டம், நாமக்கல் - 636601. 5) பி. ராமசாமி 4/144, சீரகாபாடி, இராசிபுரம் வட்டம், நாமக்கல் - 636601. — [493, 111, 714, 246]
appointment-section — [21, 743, 242, 888]
section-title: காரமடை நகரம் — [796, 341, 884, 356]
appointment-section — [257, 580, 478, 725]
appointment-entry: அமைப்பாளர் - செ. ரவி 741, வடக்கு தெரு, கிழக்கு மேட்டுக்குப்பம், பெரியகாட்டுப்பாளையம், பண்ருட்டி வட்டம், கடலூர் மாவட்டம். — [21, 134, 242, 169]
appointment-entry: அமைப்பாளர் - கோ. இளையபெருமாள் எம்.ஆர்.கே. நகர், விருத்தாசலம் வட்டம், கடலூர் மாவட்டம். — [21, 1342, 242, 1365]
section-title: சிறுமுகை பேரூர் — [794, 480, 886, 495]
appointment-entry: அமைப்பாளர் - மோகன் 83/ஏ, அண்ணா நகர், காந்திபுரம், சேந்தமங்கலம், நாமக்கல் மாவட்டம். — [493, 725, 714, 749]
appointment-entry: அமைப்பாளர் - ப. மோகன் அனுமான் கோவில் தெரு, பாலூர், பண்ருட்டி வட்டம், கடலூர் மாவட்டம். — [21, 285, 242, 308]
appointment-section — [21, 604, 242, 737]
appointment-entry: அமைப்பாளர் - சு. ஆறுமுகம் 29, பரட்டையம்மன் கோவில் வீதி, பேரூர், கோவை - 641010. — [729, 752, 951, 776]
appointment-entry: துணை அமைப்பாளர்கள் - 1) கு. கணேஷ்குமார் 10, ஜெயராம் நகர், வேடப்பட்டி, கோவை - 641007. 2) கு. தியாகராஜன் 2/25, தொப்பம்பட்டி, சத்தியா நகர், நாகராஜபுரம், வேடப்பட்டி, கோவை - 641007. 3) அ. திலீப் கோட்டாகம், சத்தியா நகர், நாகராஜபுரம், வேடப்பட்டி, கோவை - 641007. — [729, 653, 951, 726]
appointment-section — [729, 1465, 951, 1598]
appointment-section — [729, 342, 951, 475]
appointment-entry: தேவபுரம், மேட்டுப்பாளையம், கோவை - 641305. 2) ச. ஆனந்த ராஜ் 143/15, பர்மா தெரு, எஸ். எஸ். நகர், மேட்டுப்பாளையம், கோவை - 641301. 3) மு. சிவக்குமார் 86, மகா தேவபுரம், மேட்டுப்பாளையம், கோவை - 641305. — [729, 111, 951, 171]
appointment-entry: அமைப்பாளர் - த. இராமதுரை மைலியர் தெரு, மங்கலம்பேட்டை, கடலூர் மாவட்டம். — [257, 1419, 478, 1442]
section-title: மங்களூர் கிழக்கு ஒன்றியம் — [57, 604, 206, 619]
column-1 — [14, 110, 250, 1845]
appointment-entry: துணை அமைப்பாளர்கள் - 1) க. யஸ்வந்த் 105, கிராம வீதி, சிறுமுகை, கோவை - 641302. 2) மு. நிஷாந்த் 1/4, சுபம் நகர், இலுப்பபாளையம், சிறுமுகை, கோவை - 641302. 3) ஆர். ரேணுகாராஜ் 16/85, அம்பேத்கர் நகர், இலுப்பபாளையம், சிறுமுகை, கோவை - 641302. — [729, 526, 951, 599]
appointment-section — [257, 882, 478, 1015]
appointment-entry: துணை அமைப்பாளர்கள் - 1) கோ. சுப்பிரமணியன் அய்யனார் கோவில் தெரு, பண்ருட்டி வட்டம், கடலூர் மாவட்டம். 2) சி. முருகன் கீழ்காங்கேயன்குப்பம், பண்ருட்டி வட்டம், கடலூர் மாவட்டம். 3) க. கவிதா பகண்டை, பண்ருட்டி வட்டம், கடலூர் மாவட்டம். 4) க. சிவமணி பண்ருட்டி வட்டம், கடலூர் மாவட்டம். 5) தீ. சிவமூர்த்தி பண்ருட்டி வட்டம், கடலூர் மாவட்டம். — [21, 173, 242, 258]
appointment-section — [493, 252, 714, 385]
appointment-section — [493, 555, 714, 700]
appointment-entry: துணை அமைப்பாளர்கள் - 1) ம. சூர்யா நடுத்தெரு, மாங்குளம், வேப்பூர் வட்டம், கடலூர் மாவட்டம். 2) கோ. இராமசாமி தெற்கு தெரு, கல்லூர், வேப்பூர் வட்டம், கடலூர் மாவட்டம். 3) ர. ராமர் பெரியநெசலூர், வேப்பூர் வட்டம், கடலூர் மாவட்டம். 4) பு. ராஜேந்திரன் கச்சிமயிலூர், வேப்பூர் வட்டம், கடலூர் மாவட்டம். 5) இ. திருமூர்த்தி அகரம், வேப்பூர் வட்டம், கடலூர் மாவட்டம். — [21, 789, 242, 887]
section-title: செல்வபுரம் பகுதி — [792, 1314, 888, 1329]
appointment-entry: அமைப்பாளர் - ப. சுப்பிரமணியம் 112, வீரபாண்டி, காரமடை, கோவை - 641113. — [493, 1135, 714, 1158]
appointment-entry: துணை அமைப்பாளர்கள் - 1) மா. செல்வராஜ் ஏலிய நகர், கோவை - 641002. 2) பா. சந்தகுமார் பூ.பி. ரோடு, ஆர்.எஸ்.புரம், கோவை - 641002. 3) பொ. கருணாநிதி 19, கருணாசகம் ரோடு, ஆர்.எஸ்.புரம், கோவை - 641002. — [729, 1247, 951, 1307]
